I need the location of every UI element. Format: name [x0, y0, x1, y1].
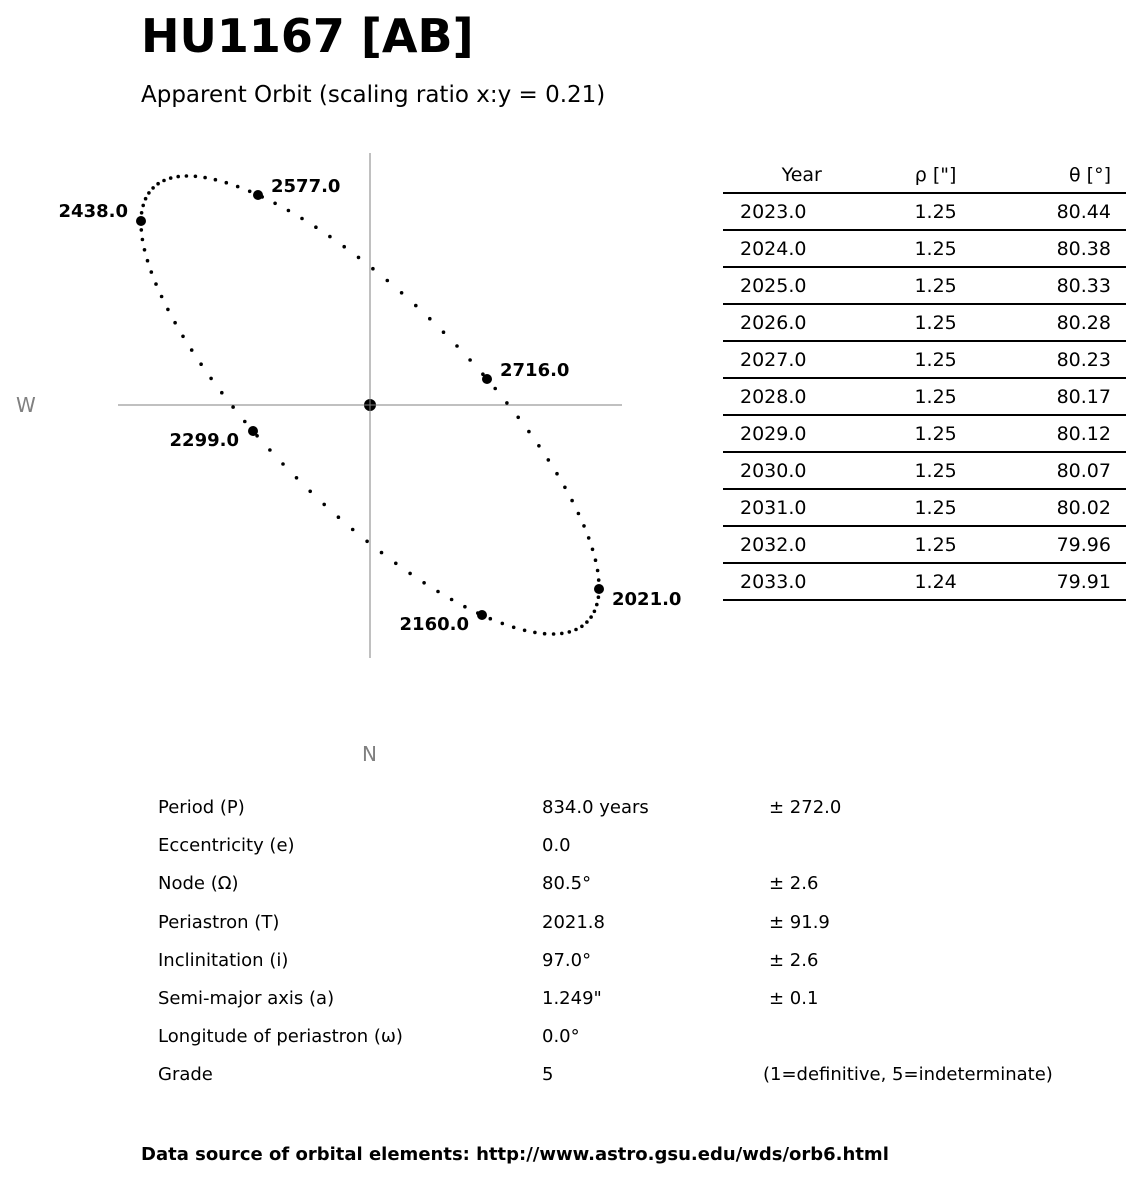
orbit-track-dot — [595, 603, 599, 607]
theta-cell: 80.44 — [993, 193, 1126, 230]
orbit-track-dot — [552, 632, 556, 636]
rho-cell: 1.25 — [879, 489, 993, 526]
orbit-track-dot — [560, 632, 564, 636]
orbit-track-dot — [162, 179, 166, 183]
rho-cell: 1.25 — [879, 193, 993, 230]
ephemeris-table — [723, 158, 1126, 601]
orbit-track-dot — [209, 377, 213, 381]
table-row — [723, 304, 1126, 341]
orbit-track-dot — [173, 321, 177, 325]
orbit-track-dot — [147, 191, 151, 195]
orbit-track-dot — [268, 448, 272, 452]
orbit-track-dot — [141, 238, 145, 242]
orbit-track-dot — [589, 615, 593, 619]
epoch-marker — [477, 610, 487, 620]
orbit-track-dot — [248, 190, 252, 194]
orbit-track-dot — [314, 225, 318, 229]
epoch-marker — [253, 190, 263, 200]
west-label: W — [16, 393, 36, 417]
year-cell: 2031.0 — [723, 489, 879, 526]
orbit-track-dot — [563, 486, 567, 490]
ephemeris-header-row — [723, 158, 1126, 193]
orbit-track-dot — [281, 462, 285, 466]
element-label: Eccentricity (e) — [158, 835, 295, 857]
element-note: (1=definitive, 5=indeterminate) — [763, 1064, 1053, 1086]
orbit-track-dot — [543, 632, 547, 636]
table-row — [723, 267, 1126, 304]
chart-subtitle: Apparent Orbit (scaling ratio x:y = 0.21) — [141, 82, 606, 108]
orbit-track-dot — [597, 595, 601, 599]
orbit-track-dot — [140, 211, 144, 215]
orbit-track-dot — [450, 598, 454, 602]
theta-cell: 80.07 — [993, 452, 1126, 489]
element-value: 97.0° — [542, 949, 592, 971]
orbit-track-dot — [203, 176, 207, 180]
epoch-label: 2160.0 — [399, 614, 469, 635]
orbit-track-dot — [231, 405, 235, 409]
orbit-track-dot — [516, 416, 520, 420]
orbit-track-dot — [150, 270, 154, 274]
column-header-rho: ρ ["] — [879, 158, 993, 193]
orbit-track-dot — [527, 430, 531, 434]
orbit-track-dot — [580, 625, 584, 629]
table-row — [723, 563, 1126, 600]
theta-cell: 80.28 — [993, 304, 1126, 341]
orbit-track-dot — [422, 581, 426, 585]
epoch-label: 2577.0 — [271, 176, 341, 197]
orbit-track-dot — [328, 235, 332, 239]
orbit-track-dot — [463, 605, 467, 609]
element-value: 80.5° — [542, 873, 592, 895]
rho-cell: 1.25 — [879, 230, 993, 267]
page-title: HU1167 [AB] — [141, 9, 474, 63]
orbit-track-dot — [455, 344, 459, 348]
orbit-track-dot — [408, 572, 412, 576]
epoch-marker — [594, 584, 604, 594]
epoch-label: 2438.0 — [58, 201, 128, 222]
orbit-track-dot — [214, 178, 218, 182]
orbit-track-dot — [151, 186, 155, 190]
element-error: ± 272.0 — [769, 797, 842, 818]
orbit-track-dot — [166, 308, 170, 312]
year-cell: 2032.0 — [723, 526, 879, 563]
orbit-track-dot — [176, 175, 180, 179]
epoch-marker — [136, 216, 146, 226]
orbit-track-dot — [322, 503, 326, 507]
orbit-track-dot — [501, 622, 505, 626]
orbit-track-dot — [428, 317, 432, 321]
theta-cell: 80.33 — [993, 267, 1126, 304]
orbit-track-dot — [351, 528, 355, 532]
epoch-marker — [482, 374, 492, 384]
element-value: 1.249" — [542, 988, 602, 1009]
year-cell: 2029.0 — [723, 415, 879, 452]
year-cell: 2026.0 — [723, 304, 879, 341]
orbit-track-dot — [190, 348, 194, 352]
column-header-year: Year — [723, 158, 879, 193]
epoch-label: 2021.0 — [612, 589, 682, 610]
epoch-marker — [248, 426, 258, 436]
table-row — [723, 452, 1126, 489]
orbit-track-dot — [442, 330, 446, 334]
orbit-track-dot — [547, 458, 551, 462]
element-label: Grade — [158, 1064, 213, 1086]
table-row — [723, 230, 1126, 267]
element-error: ± 2.6 — [769, 873, 819, 895]
orbit-track-dot — [295, 476, 299, 480]
orbit-track-dot — [574, 628, 578, 632]
year-cell: 2024.0 — [723, 230, 879, 267]
element-value: 0.0 — [542, 835, 571, 857]
year-cell: 2030.0 — [723, 452, 879, 489]
table-row — [723, 489, 1126, 526]
year-cell: 2023.0 — [723, 193, 879, 230]
element-value: 5 — [542, 1064, 554, 1086]
table-row — [723, 341, 1126, 378]
orbit-track-dot — [181, 335, 185, 339]
north-label: N — [362, 742, 377, 766]
rho-cell: 1.25 — [879, 452, 993, 489]
element-label: Semi-major axis (a) — [158, 988, 335, 1009]
year-cell: 2033.0 — [723, 563, 879, 600]
element-label: Inclinitation (i) — [158, 949, 289, 971]
orbit-track-dot — [140, 228, 144, 232]
orbit-track-dot — [594, 558, 598, 562]
orbit-track-dot — [160, 295, 164, 299]
orbit-track-dot — [593, 610, 597, 614]
orbit-track-dot — [380, 551, 384, 555]
table-row — [723, 526, 1126, 563]
orbit-track-dot — [156, 182, 160, 186]
orbit-track-dot — [236, 185, 240, 189]
rho-cell: 1.25 — [879, 415, 993, 452]
element-label: Longitude of periastron (ω) — [158, 1026, 403, 1048]
table-row — [723, 415, 1126, 452]
orbit-track-dot — [220, 391, 224, 395]
orbit-track-dot — [596, 569, 600, 573]
orbit-track-dot — [414, 304, 418, 308]
orbit-track-dot — [169, 176, 173, 180]
orbit-track-dot — [154, 282, 158, 286]
rho-cell: 1.24 — [879, 563, 993, 600]
orbit-track-dot — [371, 267, 375, 271]
orbit-track-dot — [468, 358, 472, 362]
orbit-track-dot — [591, 548, 595, 552]
theta-cell: 80.23 — [993, 341, 1126, 378]
orbit-track-dot — [400, 291, 404, 295]
element-error: ± 2.6 — [769, 949, 819, 971]
orbit-track-dot — [141, 204, 145, 208]
data-source-footer: Data source of orbital elements: http://www.astro.gsu.edu/wds/orb6.html — [141, 1144, 889, 1165]
theta-cell: 80.38 — [993, 230, 1126, 267]
orbit-track-dot — [287, 209, 291, 213]
orbit-track-dot — [337, 515, 341, 519]
orbit-track-dot — [577, 512, 581, 516]
orbit-plot — [0, 0, 700, 700]
orbit-track-dot — [512, 626, 516, 630]
table-row — [723, 378, 1126, 415]
orbit-track-dot — [143, 248, 147, 252]
orbit-track-dot — [489, 617, 493, 621]
orbit-track-dot — [436, 590, 440, 594]
orbit-track-dot — [533, 631, 537, 635]
orbit-track-dot — [308, 490, 312, 494]
orbit-track-dot — [582, 524, 586, 528]
theta-cell: 79.91 — [993, 563, 1126, 600]
orbit-track-dot — [568, 630, 572, 634]
year-cell: 2027.0 — [723, 341, 879, 378]
orbit-track-dot — [357, 256, 361, 260]
element-value: 0.0° — [542, 1026, 580, 1048]
element-value: 834.0 years — [542, 797, 649, 818]
rho-cell: 1.25 — [879, 378, 993, 415]
element-label: Node (Ω) — [158, 873, 239, 895]
element-error: ± 91.9 — [769, 911, 830, 933]
orbit-track-dot — [365, 540, 369, 544]
orbit-track-dot — [386, 279, 390, 283]
orbit-track-dot — [555, 472, 559, 476]
rho-cell: 1.25 — [879, 526, 993, 563]
element-label: Periastron (T) — [158, 911, 280, 933]
orbit-track-dot — [273, 202, 277, 206]
theta-cell: 80.12 — [993, 415, 1126, 452]
year-cell: 2025.0 — [723, 267, 879, 304]
orbit-track-dot — [185, 174, 189, 178]
rho-cell: 1.25 — [879, 267, 993, 304]
orbit-track-dot — [570, 499, 574, 503]
orbit-track-dot — [587, 536, 591, 540]
rho-cell: 1.25 — [879, 341, 993, 378]
orbit-track-dot — [300, 217, 304, 221]
orbit-track-dot — [523, 629, 527, 633]
orbit-track-dot — [597, 578, 601, 582]
orbit-track-dot — [505, 401, 509, 405]
table-row — [723, 193, 1126, 230]
orbit-track-dot — [194, 175, 198, 179]
orbit-track-dot — [493, 387, 497, 391]
orbit-track-dot — [199, 362, 203, 366]
orbit-track-dot — [342, 245, 346, 249]
epoch-label: 2299.0 — [169, 430, 239, 451]
theta-cell: 80.17 — [993, 378, 1126, 415]
element-value: 2021.8 — [542, 911, 605, 933]
orbit-track-dot — [146, 259, 150, 263]
theta-cell: 80.02 — [993, 489, 1126, 526]
orbit-track-dot — [394, 562, 398, 566]
element-label: Period (P) — [158, 797, 245, 818]
element-error: ± 0.1 — [769, 988, 819, 1009]
theta-cell: 79.96 — [993, 526, 1126, 563]
orbit-track-dot — [144, 197, 148, 201]
orbit-track-dot — [225, 181, 229, 185]
orbit-track-dot — [243, 420, 247, 424]
column-header-theta: θ [°] — [993, 158, 1126, 193]
epoch-label: 2716.0 — [500, 360, 570, 381]
orbit-track-dot — [537, 444, 541, 448]
year-cell: 2028.0 — [723, 378, 879, 415]
orbit-track-dot — [585, 620, 589, 624]
rho-cell: 1.25 — [879, 304, 993, 341]
